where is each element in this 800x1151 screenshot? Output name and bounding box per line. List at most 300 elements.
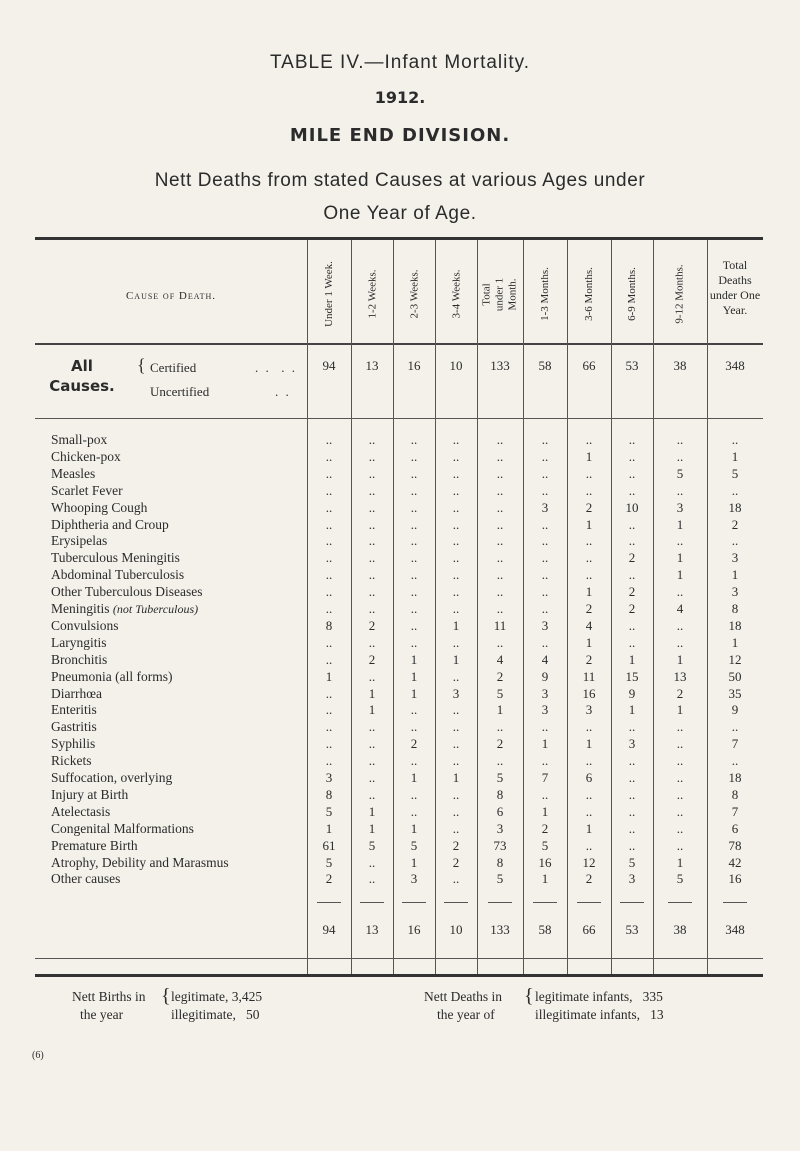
- table-cell: 3: [628, 736, 636, 752]
- table-cell: ..: [585, 719, 593, 735]
- table-cell: ..: [731, 753, 739, 769]
- table-cell: 1: [676, 516, 684, 532]
- table-cell: 5: [731, 465, 739, 481]
- table-cell: 2: [676, 685, 684, 701]
- table-row-label: Rickets: [51, 753, 92, 769]
- table-cell: 15: [625, 668, 639, 684]
- table-cell: 16: [582, 685, 596, 701]
- table-cell: ..: [325, 465, 333, 481]
- table-cell: 1: [368, 702, 376, 718]
- table-row-label: Syphilis: [51, 736, 96, 752]
- uncertified-label: Uncertified: [150, 384, 210, 399]
- table-cell: 12: [728, 651, 742, 667]
- column-rule: [707, 240, 708, 974]
- table-cell: 3: [541, 685, 549, 701]
- table-cell: ..: [496, 567, 504, 583]
- table-cell: 1: [368, 803, 376, 819]
- table-cell: ..: [325, 685, 333, 701]
- total-rule: [723, 902, 747, 903]
- table-cell: ..: [628, 465, 636, 481]
- table-cell: 5: [496, 770, 504, 785]
- table-cell: 1: [676, 854, 684, 870]
- table-cell: 11: [493, 617, 507, 633]
- table-cell: 5: [496, 871, 504, 887]
- age-column-header: 6-9 Months.: [626, 267, 638, 321]
- certified-cell: 94: [322, 358, 336, 373]
- births-label: Nett Births in the year: [72, 989, 146, 1022]
- table-cell: ..: [325, 651, 333, 667]
- certified-cell: 53: [625, 358, 639, 373]
- table-cell: ..: [452, 601, 460, 616]
- table-cell: ..: [585, 803, 593, 819]
- table-cell: 1: [731, 634, 739, 650]
- table-cell: ..: [676, 634, 684, 650]
- table-cell: ..: [368, 634, 376, 650]
- table-cell: ..: [541, 432, 549, 447]
- table-cell: ..: [541, 786, 549, 802]
- table-cell: 9: [541, 668, 549, 684]
- table-cell: ..: [452, 668, 460, 684]
- table-cell: ..: [541, 533, 549, 549]
- total-cell: 66: [582, 922, 596, 938]
- column-rule: [653, 240, 654, 974]
- table-cell: 6: [496, 803, 504, 819]
- table-cell: ..: [368, 601, 376, 616]
- table-cell: ..: [368, 448, 376, 464]
- table-cell: 3: [628, 871, 636, 887]
- table-cell: 5: [541, 837, 549, 853]
- table-cell: ..: [541, 634, 549, 650]
- table-cell: 16: [728, 871, 742, 887]
- table-cell: 61: [322, 837, 336, 853]
- table-row-label: Convulsions: [51, 617, 119, 633]
- table-cell: ..: [676, 617, 684, 633]
- deaths-label: Nett Deaths in the year of: [424, 989, 502, 1022]
- table-cell: ..: [628, 448, 636, 464]
- table-cell: 5: [496, 685, 504, 701]
- table-year: 1912.: [374, 88, 426, 107]
- table-cell: ..: [585, 432, 593, 447]
- table-cell: ..: [410, 499, 418, 515]
- leader-dots: . . . .: [255, 360, 297, 375]
- table-cell: ..: [368, 584, 376, 600]
- table-cell: ..: [676, 753, 684, 769]
- total-rule: [533, 902, 557, 903]
- table-cell: 1: [676, 550, 684, 566]
- table-cell: 1: [628, 702, 636, 718]
- table-cell: 3: [541, 702, 549, 718]
- table-cell: 3: [731, 584, 739, 600]
- table-cell: ..: [452, 499, 460, 515]
- table-cell: ..: [325, 482, 333, 498]
- table-row-label: Other causes: [51, 871, 121, 887]
- table-cell: ..: [410, 533, 418, 549]
- table-cell: ..: [541, 516, 549, 532]
- table-cell: ..: [368, 719, 376, 735]
- table-cell: ..: [410, 786, 418, 802]
- table-cell: 8: [496, 854, 504, 870]
- table-cell: ..: [452, 482, 460, 498]
- table-cell: 7: [541, 770, 549, 785]
- table-cell: 1: [325, 668, 333, 684]
- table-cell: ..: [676, 448, 684, 464]
- table-cell: 3: [541, 617, 549, 633]
- table-cell: ..: [452, 432, 460, 447]
- division-title: MILE END DIVISION.: [289, 125, 511, 146]
- age-column-header: Total under 1 Month.: [480, 277, 519, 311]
- table-cell: 1: [676, 651, 684, 667]
- table-cell: ..: [368, 482, 376, 498]
- table-row-label: Whooping Cough: [51, 499, 148, 515]
- table-cell: ..: [585, 786, 593, 802]
- table-cell: ..: [628, 786, 636, 802]
- table-cell: 3: [496, 820, 504, 836]
- table-cell: 9: [628, 685, 636, 701]
- table-cell: ..: [496, 533, 504, 549]
- table-cell: 35: [728, 685, 742, 701]
- table-cell: 2: [585, 601, 593, 616]
- certified-cell: 348: [725, 358, 745, 373]
- deaths-brace: {: [524, 985, 534, 1007]
- certified-cell: 133: [490, 358, 510, 373]
- table-cell: 1: [585, 736, 593, 752]
- table-cell: ..: [541, 550, 549, 566]
- table-title: TABLE IV.—Infant Mortality.: [269, 52, 531, 73]
- table-cell: 1: [452, 651, 460, 667]
- total-rule: [577, 902, 601, 903]
- table-row-label: Diarrhœa: [51, 685, 102, 701]
- table-cell: ..: [368, 854, 376, 870]
- table-cell: ..: [452, 567, 460, 583]
- table-cell: ..: [325, 753, 333, 769]
- table-cell: ..: [325, 702, 333, 718]
- table-cell: ..: [628, 567, 636, 583]
- table-cell: 3: [452, 685, 460, 701]
- table-cell: ..: [541, 601, 549, 616]
- table-cell: ..: [410, 584, 418, 600]
- table-cell: 8: [325, 617, 333, 633]
- table-cell: ..: [452, 736, 460, 752]
- table-cell: 8: [731, 601, 739, 616]
- births-brace: {: [161, 985, 171, 1007]
- table-cell: 1: [541, 803, 549, 819]
- table-row-label: Laryngitis: [51, 634, 107, 650]
- certified-cell: 16: [407, 358, 421, 373]
- table-cell: 2: [368, 617, 376, 633]
- table-cell: 1: [585, 820, 593, 836]
- table-cell: 1: [410, 668, 418, 684]
- page-number: (6): [32, 1050, 44, 1061]
- age-column-header: Under 1 Week.: [323, 261, 335, 327]
- table-cell: ..: [452, 584, 460, 600]
- table-cell: 3: [541, 499, 549, 515]
- total-rule: [488, 902, 512, 903]
- table-cell: ..: [628, 753, 636, 769]
- table-cell: 50: [728, 668, 742, 684]
- table-cell: ..: [676, 736, 684, 752]
- total-column-header: Total Deaths under One Year.: [709, 258, 761, 317]
- table-cell: ..: [676, 432, 684, 447]
- table-cell: 4: [541, 651, 549, 667]
- table-cell: 5: [628, 854, 636, 870]
- table-cell: ..: [676, 786, 684, 802]
- table-cell: ..: [628, 770, 636, 785]
- certified-label: Certified: [150, 360, 197, 375]
- table-cell: ..: [410, 803, 418, 819]
- table-cell: ..: [368, 567, 376, 583]
- table-cell: ..: [368, 516, 376, 532]
- table-cell: ..: [410, 753, 418, 769]
- table-cell: 2: [410, 736, 418, 752]
- table-cell: 1: [452, 770, 460, 785]
- table-cell: 6: [585, 770, 593, 785]
- table-cell: ..: [496, 601, 504, 616]
- table-cell: ..: [731, 432, 739, 447]
- table-cell: ..: [368, 753, 376, 769]
- leader-dots: . .: [275, 384, 291, 399]
- table-cell: 1: [368, 685, 376, 701]
- table-cell: 7: [731, 803, 739, 819]
- certified-cell: 58: [538, 358, 552, 373]
- table-cell: ..: [731, 719, 739, 735]
- table-row-label: Injury at Birth: [51, 786, 129, 802]
- table-cell: ..: [410, 601, 418, 616]
- table-cell: ..: [452, 634, 460, 650]
- table-subtitle: Nett Deaths from stated Causes at various Ages under One Year of Age.: [154, 170, 646, 224]
- table-cell: 3: [585, 702, 593, 718]
- table-cell: ..: [452, 820, 460, 836]
- table-cell: ..: [496, 499, 504, 515]
- table-cell: 5: [368, 837, 376, 853]
- table-row-label: Abdominal Tuberculosis: [51, 567, 185, 583]
- table-row-label: Suffocation, overlying: [51, 770, 173, 785]
- table-row-label: Bronchitis: [51, 651, 108, 667]
- total-rule: [444, 902, 468, 903]
- certified-cell: 38: [673, 358, 687, 373]
- column-rule: [523, 240, 524, 974]
- table-cell: ..: [325, 601, 333, 616]
- table-cell: ..: [452, 550, 460, 566]
- table-cell: ..: [325, 448, 333, 464]
- table-cell: ..: [628, 634, 636, 650]
- table-cell: ..: [676, 837, 684, 853]
- total-cell: 13: [365, 922, 379, 938]
- table-cell: ..: [585, 533, 593, 549]
- brace-icon: {: [137, 355, 146, 375]
- table-cell: ..: [452, 516, 460, 532]
- table-row-label: Measles: [51, 465, 96, 481]
- table-cell: ..: [325, 533, 333, 549]
- table-cell: ..: [676, 820, 684, 836]
- table-row-label: Congenital Malformations: [51, 820, 194, 836]
- table-cell: ..: [368, 736, 376, 752]
- table-cell: ..: [496, 634, 504, 650]
- table-row-label: Enteritis: [51, 702, 97, 718]
- total-rule: [668, 902, 692, 903]
- table-row-label: Other Tuberculous Diseases: [51, 584, 203, 600]
- table-cell: 2: [496, 668, 504, 684]
- total-rule: [317, 902, 341, 903]
- table-cell: ..: [325, 719, 333, 735]
- all-causes-label: All Causes.: [49, 357, 115, 395]
- table-cell: ..: [368, 533, 376, 549]
- table-cell: 2: [585, 499, 593, 515]
- table-cell: ..: [628, 617, 636, 633]
- table-cell: 1: [410, 854, 418, 870]
- table-cell: 5: [410, 837, 418, 853]
- table-cell: 13: [673, 668, 687, 684]
- table-cell: 1: [585, 516, 593, 532]
- table-cell: ..: [410, 634, 418, 650]
- table-cell: ..: [628, 533, 636, 549]
- table-cell: 1: [541, 736, 549, 752]
- deaths-values: legitimate infants, 335 illegitimate infants, 13: [535, 989, 664, 1022]
- table-cell: 2: [731, 516, 739, 532]
- table-cell: 1: [628, 651, 636, 667]
- table-cell: ..: [496, 432, 504, 447]
- table-cell: ..: [452, 786, 460, 802]
- table-cell: 1: [676, 567, 684, 583]
- table-cell: 1: [410, 820, 418, 836]
- table-cell: ..: [628, 516, 636, 532]
- table-cell: ..: [585, 837, 593, 853]
- table-cell: ..: [628, 719, 636, 735]
- table-cell: 9: [731, 702, 739, 718]
- table-cell: ..: [368, 465, 376, 481]
- table-row-label: Gastritis: [51, 719, 97, 735]
- table-cell: 2: [452, 854, 460, 870]
- table-cell: ..: [496, 465, 504, 481]
- table-cell: ..: [452, 871, 460, 887]
- table-cell: ..: [368, 432, 376, 447]
- table-row-label: Atrophy, Debility and Marasmus: [51, 854, 229, 870]
- table-cell: 2: [585, 651, 593, 667]
- table-bottom-rule: [35, 958, 763, 959]
- table-cell: ..: [731, 533, 739, 549]
- table-cell: ..: [541, 753, 549, 769]
- table-cell: ..: [410, 617, 418, 633]
- table-cell: 1: [731, 567, 739, 583]
- table-row-label: Small-pox: [51, 432, 108, 447]
- table-cell: ..: [410, 448, 418, 464]
- table-cell: 78: [728, 837, 742, 853]
- table-cell: ..: [368, 786, 376, 802]
- table-cell: 2: [628, 601, 636, 616]
- table-cell: ..: [585, 753, 593, 769]
- table-row-label: Erysipelas: [51, 533, 108, 549]
- table-cell: 18: [728, 499, 742, 515]
- table-row-label: Meningitis (not Tuberculous): [51, 601, 199, 616]
- table-cell: 8: [731, 786, 739, 802]
- table-cell: ..: [676, 482, 684, 498]
- table-cell: 1: [452, 617, 460, 633]
- table-cell: ..: [496, 550, 504, 566]
- table-cell: ..: [585, 567, 593, 583]
- table-cell: 1: [585, 448, 593, 464]
- table-cell: 4: [585, 617, 593, 633]
- table-cell: ..: [452, 702, 460, 718]
- table-cell: 8: [325, 786, 333, 802]
- table-cell: 2: [368, 651, 376, 667]
- total-cell: 10: [449, 922, 463, 938]
- table-cell: ..: [410, 550, 418, 566]
- table-cell: 7: [731, 736, 739, 752]
- table-cell: ..: [368, 770, 376, 785]
- table-cell: 1: [410, 685, 418, 701]
- table-cell: 2: [325, 871, 333, 887]
- table-cell: ..: [452, 448, 460, 464]
- table-cell: ..: [368, 871, 376, 887]
- table-cell: 18: [728, 770, 742, 785]
- total-cell: 58: [538, 922, 552, 938]
- table-cell: 1: [585, 634, 593, 650]
- table-row-label: Pneumonia (all forms): [51, 668, 173, 684]
- table-cell: 3: [325, 770, 333, 785]
- table-cell: ..: [541, 465, 549, 481]
- table-cell: ..: [325, 567, 333, 583]
- table-cell: ..: [628, 432, 636, 447]
- table-cell: ..: [541, 482, 549, 498]
- table-row-label: Tuberculous Meningitis: [51, 550, 180, 566]
- table-row-label: Chicken-pox: [51, 448, 121, 464]
- table-cell: 42: [728, 854, 742, 870]
- table-cell: ..: [496, 482, 504, 498]
- table-cell: 16: [538, 854, 552, 870]
- table-cell: ..: [410, 719, 418, 735]
- table-cell: ..: [452, 533, 460, 549]
- table-cell: ..: [452, 465, 460, 481]
- table-cell: ..: [628, 482, 636, 498]
- total-cell: 133: [490, 922, 510, 938]
- table-cell: ..: [676, 584, 684, 600]
- table-cell: ..: [496, 584, 504, 600]
- table-cell: 8: [496, 786, 504, 802]
- table-cell: 3: [410, 871, 418, 887]
- births-values: legitimate, 3,425 illegitimate, 50: [171, 989, 263, 1022]
- total-cell: 16: [407, 922, 421, 938]
- column-rule: [477, 240, 478, 974]
- table-cell: 5: [325, 803, 333, 819]
- age-column-header: 1-2 Weeks.: [366, 269, 379, 319]
- table-cell: ..: [452, 803, 460, 819]
- column-rule: [567, 240, 568, 974]
- table-cell: ..: [541, 719, 549, 735]
- total-cell: 94: [322, 922, 336, 938]
- table-cell: 5: [325, 854, 333, 870]
- table-cell: ..: [496, 753, 504, 769]
- table-cell: ..: [410, 567, 418, 583]
- table-cell: ..: [496, 719, 504, 735]
- age-column-header: 3-6 Months.: [583, 267, 595, 321]
- table-cell: 1: [368, 820, 376, 836]
- table-row-label: Premature Birth: [51, 837, 138, 853]
- table-cell: 2: [585, 871, 593, 887]
- table-cell: ..: [628, 837, 636, 853]
- total-cell: 38: [673, 922, 687, 938]
- table-cell: 1: [585, 584, 593, 600]
- table-cell: 1: [541, 871, 549, 887]
- table-cell: ..: [496, 448, 504, 464]
- table-cell: ..: [410, 432, 418, 447]
- table-cell: ..: [452, 753, 460, 769]
- table-cell: ..: [368, 668, 376, 684]
- table-cell: 6: [731, 820, 739, 836]
- table-cell: ..: [452, 719, 460, 735]
- table-cell: 1: [496, 702, 504, 718]
- table-cell: 73: [493, 837, 507, 853]
- table-cell: ..: [585, 465, 593, 481]
- table-cell: 1: [731, 448, 739, 464]
